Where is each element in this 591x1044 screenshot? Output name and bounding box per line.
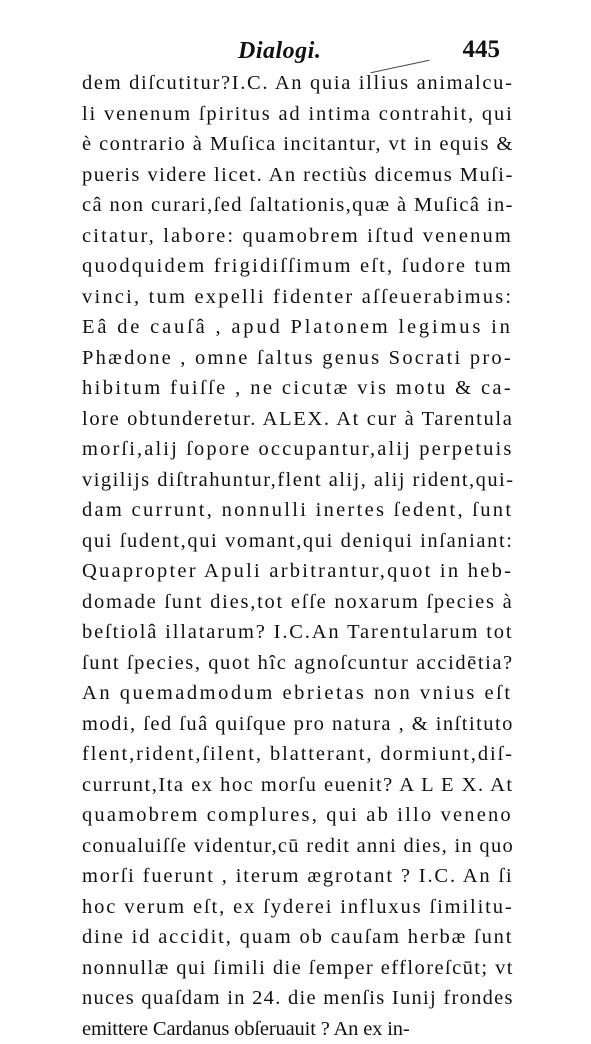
text-line: An quemadmodum ebrietas non vnius eſt bbox=[82, 678, 507, 709]
text-line: vinci, tum expelli fidenter aſſeuerabimus: bbox=[82, 282, 507, 313]
text-line: conualuiſſe videntur,cū redit anni dies, in quo bbox=[82, 831, 507, 862]
text-line: dem diſcutitur?I.C. An quia illius animalcu- bbox=[82, 68, 507, 99]
text-line: Quapropter Apuli arbitrantur,quot in heb- bbox=[82, 556, 507, 587]
text-line: Phædone , omne ſaltus genus Socrati pro- bbox=[82, 343, 507, 374]
text-line: li venenum ſpiritus ad intima contrahit, qui bbox=[82, 99, 507, 130]
text-line: câ non curari,ſed ſaltationis,quæ à Muſicâ in- bbox=[82, 190, 507, 221]
text-line: nuces quaſdam in 24. die menſis Iunij frondes bbox=[82, 983, 507, 1014]
text-line: nonnullæ qui ſimili die ſemper effloreſcūt; vt bbox=[82, 953, 507, 984]
text-line: Eâ de cauſâ , apud Platonem legimus in bbox=[82, 312, 507, 343]
body-text bbox=[82, 68, 507, 1044]
running-head-title: Dialogi. bbox=[238, 38, 321, 65]
text-line: è contrario à Muſica incitantur, vt in equis & bbox=[82, 129, 507, 160]
text-line: morſi fuerunt , iterum ægrotant ? I.C. An ſi bbox=[82, 861, 507, 892]
text-line: dine id accidit, quam ob cauſam herbæ ſunt bbox=[82, 922, 507, 953]
text-line: citatur, labore: quamobrem iſtud venenum bbox=[82, 221, 507, 252]
running-head bbox=[80, 38, 500, 68]
text-line: lore obtunderetur. ALEX. At cur à Tarentula bbox=[82, 404, 507, 435]
text-line: modi, ſed ſuâ quiſque pro natura , & inſtituto bbox=[82, 709, 507, 740]
text-line: flent,rident,ſilent, blatterant, dormiunt,diſ- bbox=[82, 739, 507, 770]
text-line: hibitum fuiſſe , ne cicutæ vis motu & ca- bbox=[82, 373, 507, 404]
text-line: quamobrem complures, qui ab illo veneno bbox=[82, 800, 507, 831]
text-line: morſi,alij ſopore occupantur,alij perpetuis bbox=[82, 434, 507, 465]
text-line: beſtiolâ illatarum? I.C.An Tarentularum tot bbox=[82, 617, 507, 648]
text-line: currunt,Ita ex hoc morſu euenit? A L E X. At bbox=[82, 770, 507, 801]
text-line: quodquidem frigidiſſimum eſt, ſudore tum bbox=[82, 251, 507, 282]
text-line: domade ſunt dies,tot eſſe noxarum ſpecies à bbox=[82, 587, 507, 618]
text-line: dam currunt, nonnulli inertes ſedent, ſunt bbox=[82, 495, 507, 526]
text-line: emittere Cardanus obſeruauit ? An ex in- bbox=[82, 1014, 507, 1044]
text-line: ſunt ſpecies, quot hîc agnoſcuntur accidētia? bbox=[82, 648, 507, 679]
text-line: hoc verum eſt, ex ſyderei influxus ſimilitu- bbox=[82, 892, 507, 923]
text-line: qui ſudent,qui vomant,qui deniqui inſaniant: bbox=[82, 526, 507, 557]
text-line: pueris videre licet. An rectiùs dicemus Muſi- bbox=[82, 160, 507, 191]
page-number: 445 bbox=[463, 36, 501, 64]
text-line: vigilijs diſtrahuntur,flent alij, alij rident,qui- bbox=[82, 465, 507, 496]
